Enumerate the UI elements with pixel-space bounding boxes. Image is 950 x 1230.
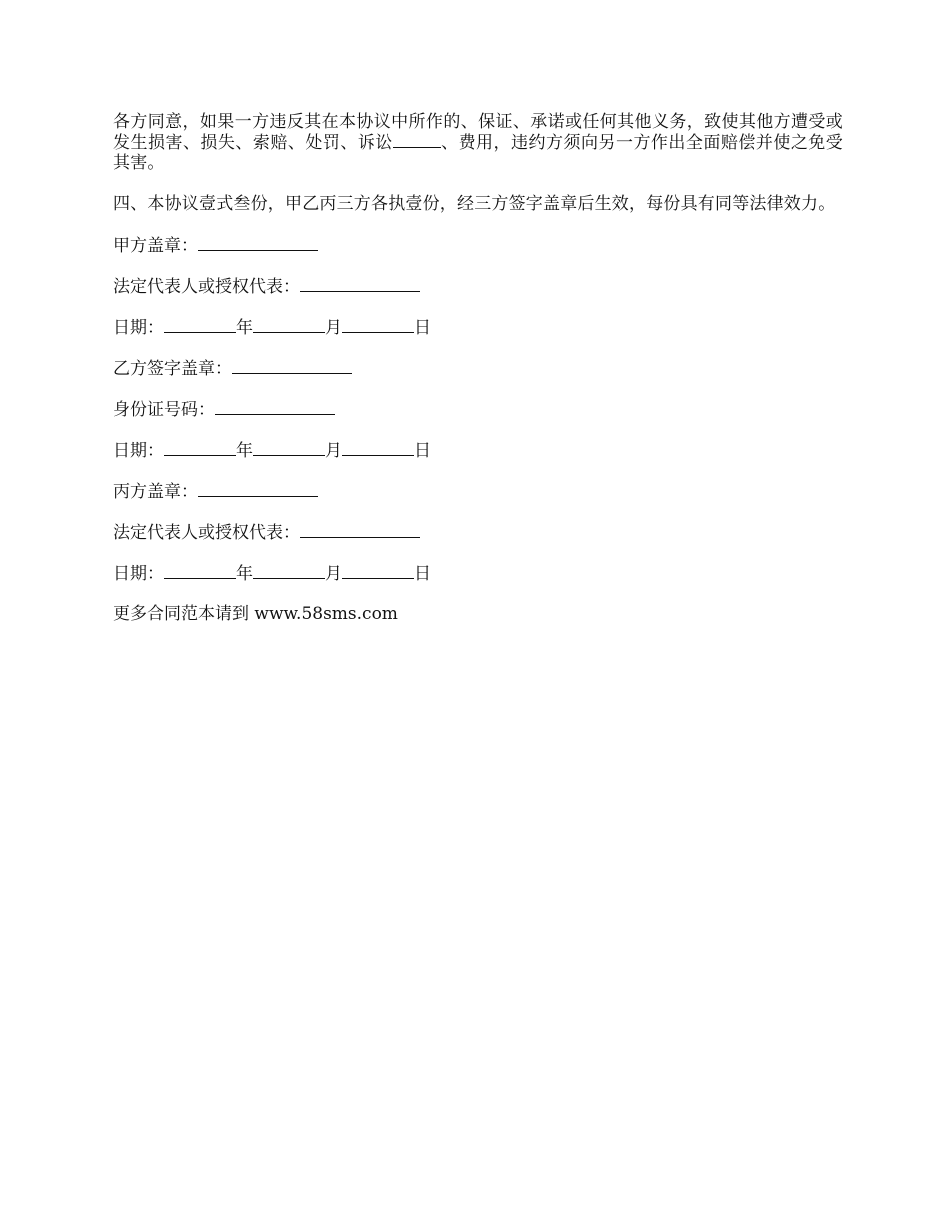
party-a-rep-label: 法定代表人或授权代表： [113,277,300,297]
party-a-day-blank [342,317,414,333]
document-page [113,112,843,645]
party-b-day-blank [342,440,414,456]
party-a-day-label: 日 [414,318,431,338]
party-c-year-blank [164,563,236,579]
party-c-seal-line [113,481,843,501]
party-a-date-label: 日期： [113,318,164,338]
party-c-day-blank [342,563,414,579]
party-a-rep-blank [300,276,420,292]
party-c-date-line [113,563,843,583]
party-b-seal-line [113,358,843,378]
party-a-rep-line [113,276,843,296]
party-c-year-label: 年 [236,564,253,584]
party-a-date-line [113,317,843,337]
party-c-day-label: 日 [414,564,431,584]
clause-four: 四、本协议壹式叁份，甲乙丙三方各执壹份，经三方签字盖章后生效，每份具有同等法律效力。 [113,194,836,214]
party-a-year-blank [164,317,236,333]
party-c-rep-line [113,522,843,542]
party-a-month-blank [253,317,325,333]
party-b-seal-blank [232,358,352,374]
party-c-seal-blank [198,481,318,497]
indemnity-text-after: 、费用，违约方须向另一方作出全面赔偿并使之免受其害。 [113,133,843,173]
party-b-date-line [113,440,843,460]
party-a-month-label: 月 [325,318,342,338]
party-c-rep-label: 法定代表人或授权代表： [113,523,300,543]
party-a-seal-label: 甲方盖章： [113,236,198,256]
party-c-seal-label: 丙方盖章： [113,482,198,502]
party-c-date-label: 日期： [113,564,164,584]
party-c-month-label: 月 [325,564,342,584]
party-a-seal-blank [198,235,318,251]
party-b-month-blank [253,440,325,456]
party-a-seal-line [113,235,843,255]
party-b-month-label: 月 [325,441,342,461]
party-c-rep-blank [300,522,420,538]
litigation-blank [393,132,441,148]
party-b-id-line [113,399,843,419]
party-b-id-blank [215,399,335,415]
indemnity-clause [113,112,843,173]
party-c-month-blank [253,563,325,579]
party-b-id-label: 身份证号码： [113,400,215,420]
indemnity-text-before: 各方同意，如果一方违反其在本协议中所作的、保证、承诺或任何其他义务，致使其他方遭受或发生损害、损失、索赔、处罚、诉讼 [113,112,843,153]
party-b-seal-label: 乙方签字盖章： [113,359,232,379]
party-b-year-label: 年 [236,441,253,461]
footer-link[interactable]: 更多合同范本请到 www.58sms.com [113,604,398,624]
party-b-date-label: 日期： [113,441,164,461]
party-b-year-blank [164,440,236,456]
party-b-day-label: 日 [414,441,431,461]
party-a-year-label: 年 [236,318,253,338]
